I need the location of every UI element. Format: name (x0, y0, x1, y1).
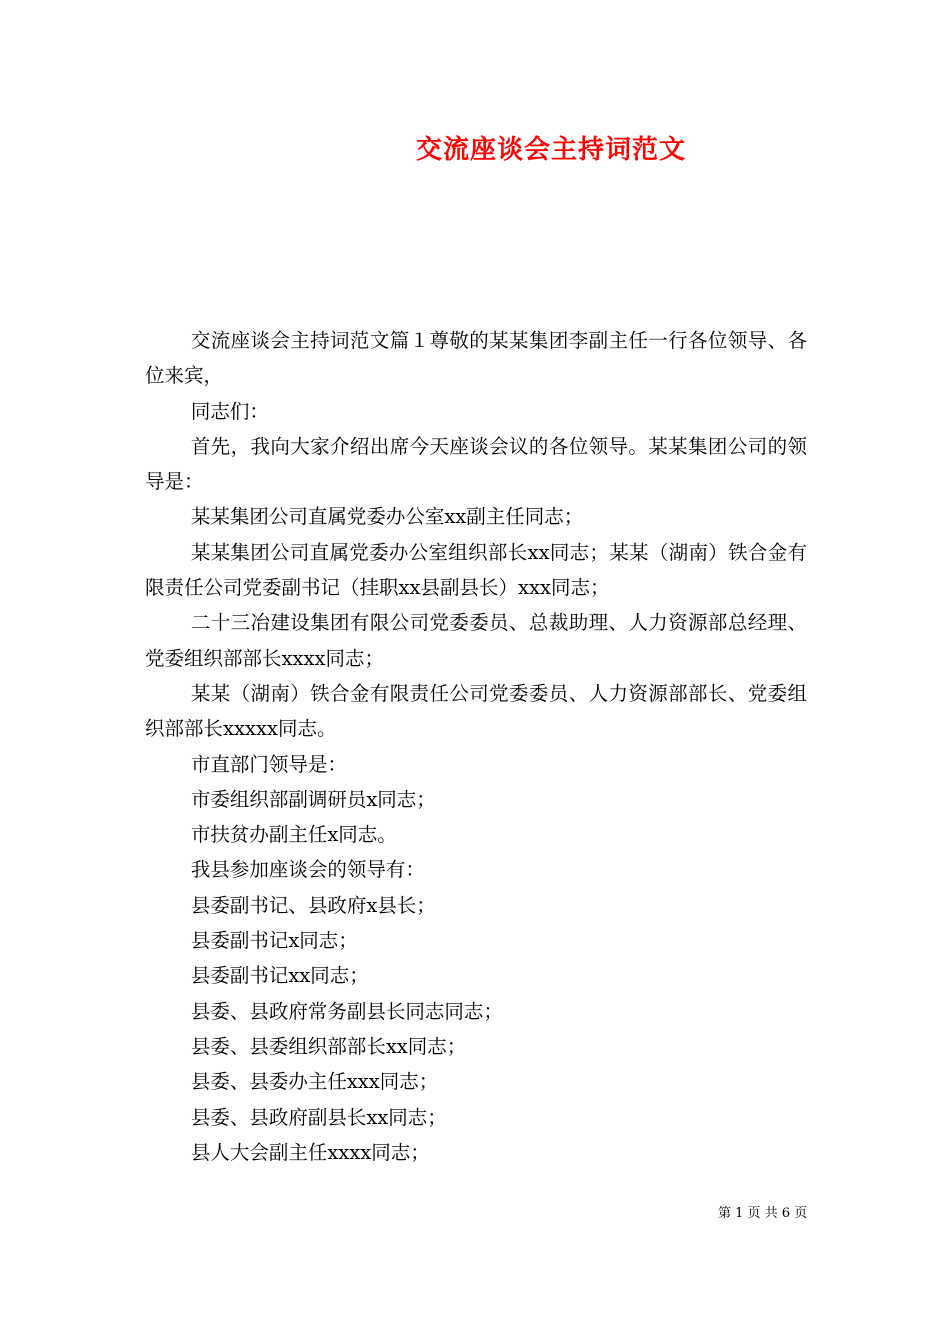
paragraph: 市直部门领导是： (190, 752, 347, 776)
paragraph: 县委、县政府副县长xx同志； (190, 1105, 447, 1129)
paragraph: 市委组织部副调研员x同志； (190, 787, 436, 811)
paragraph: 某某（湖南）铁合金有限责任公司党委委员、人力资源部部长、党委组织部部长xxxxx同志。 (145, 681, 807, 741)
paragraph: 县委、县委组织部部长xx同志； (190, 1034, 467, 1058)
paragraph: 县人大会副主任xxxx同志； (190, 1140, 430, 1164)
paragraph: 县委副书记xx同志； (190, 964, 369, 988)
paragraph: 二十三冶建设集团有限公司党委委员、总裁助理、人力资源部总经理、党委组织部部长xxxx同志； (145, 611, 807, 670)
paragraph: 交流座谈会主持词范文篇１尊敬的某某集团李副主任一行各位领导、各位来宾， (145, 329, 807, 388)
paragraph: 我县参加座谈会的领导有： (190, 858, 425, 882)
document-body (145, 323, 807, 1170)
paragraph: 市扶贫办副主任x同志。 (190, 823, 397, 847)
document-title: 交流座谈会主持词范文 (415, 135, 686, 165)
paragraph: 某某集团公司直属党委办公室xx副主任同志； (190, 505, 584, 529)
paragraph: 县委、县政府常务副县长同志同志； (190, 999, 503, 1023)
paragraph: 首先，我向大家介绍出席今天座谈会议的各位领导。某某集团公司的领导是： (145, 434, 807, 494)
paragraph: 同志们： (190, 399, 269, 423)
paragraph: 县委副书记x同志； (190, 929, 358, 953)
paragraph: 县委副书记、县政府x县长； (190, 893, 436, 917)
page-number-footer: 第 1 页 共 6 页 (718, 1206, 808, 1221)
paragraph: 某某集团公司直属党委办公室组织部长xx同志；某某（湖南）铁合金有限责任公司党委副书记（挂职xx县副县长）xxx同志； (145, 540, 807, 600)
paragraph: 县委、县委办主任xxx同志； (190, 1070, 439, 1094)
